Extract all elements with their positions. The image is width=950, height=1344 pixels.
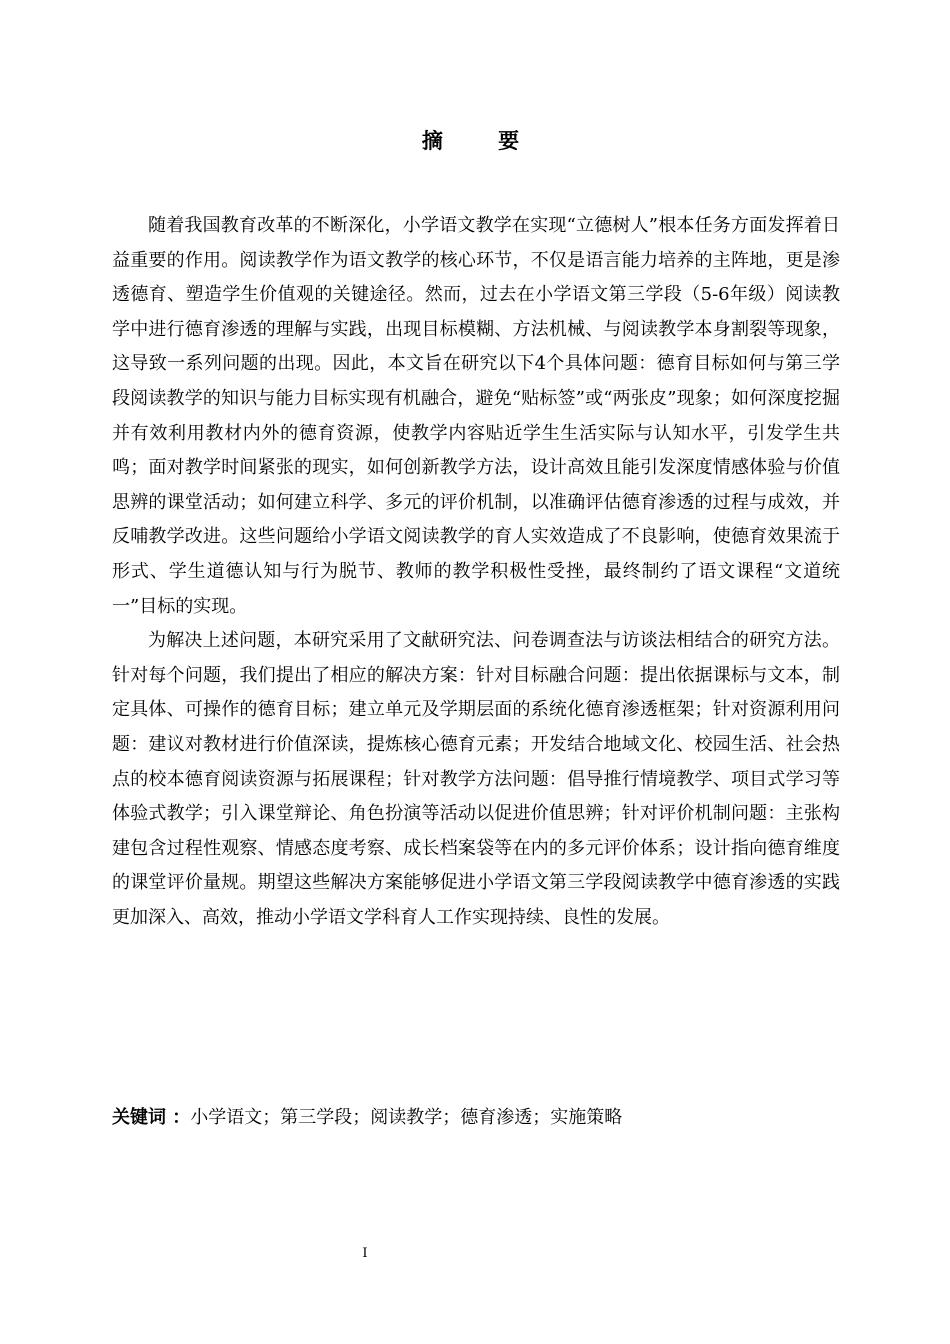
abstract-body	[112, 209, 840, 935]
keywords-line	[112, 1103, 840, 1133]
keywords-list: 小学语文；第三学段；阅读教学；德育渗透；实施策略	[190, 1107, 623, 1128]
abstract-paragraph-2: 为解决上述问题，本研究采用了文献研究法、问卷调查法与访谈法相结合的研究方法。针对每个问题，我们提出了相应的解决方案：针对目标融合问题：提出依据课标与文本，制定具体、可操作的德育目标；建立单元及学期层面的系统化德育渗透框架；针对资源利用问题：建议对教材进行价值深读，提炼核心德育元素；开发结合地域文化、校园生活、社会热点的校本德育阅读资源与拓展课程；针对教学方法问题：倡导推行情境教学、项目式学习等体验式教学；引入课堂辩论、角色扮演等活动以促进价值思辨；针对评价机制问题：主张构建包含过程性观察、情感态度考察、成长档案袋等在内的多元评价体系；设计指向德育维度的课堂评价量规。期望这些解决方案能够促进小学语文第三学段阅读教学中德育渗透的实践更加深入、高效，推动小学语文学科育人工作实现持续、良性的发展。	[112, 630, 840, 928]
keywords-label: 关键词 ：	[112, 1107, 191, 1128]
page-title: 摘 要	[421, 129, 544, 153]
page-number: I	[362, 1246, 368, 1261]
abstract-paragraph-1: 随着我国教育改革的不断深化，小学语文教学在实现“立德树人”根本任务方面发挥着日益重要的作用。阅读教学作为语文教学的核心环节，不仅是语言能力培养的主阵地，更是渗透德育、塑造学生价值观的关键途径。然而，过去在小学语文第三学段（5-6年级）阅读教学中进行德育渗透的理解与实践，出现目标模糊、方法机械、与阅读教学本身割裂等现象，这导致一系列问题的出现。因此，本文旨在研究以下4个具体问题：德育目标如何与第三学段阅读教学的知识与能力目标实现有机融合，避免“贴标签”或“两张皮”现象；如何深度挖掘并有效利用教材内外的德育资源，使教学内容贴近学生生活实际与认知水平，引发学生共鸣；面对教学时间紧张的现实，如何创新教学方法，设计高效且能引发深度情感体验与价值思辨的课堂活动；如何建立科学、多元的评价机制，以准确评估德育渗透的过程与成效，并反哺教学改进。这些问题给小学语文阅读教学的育人实效造成了不良影响，使德育效果流于形式、学生道德认知与行为脱节、教师的教学积极性受挫，最终制约了语文课程“文道统一”目标的实现。	[112, 215, 840, 617]
